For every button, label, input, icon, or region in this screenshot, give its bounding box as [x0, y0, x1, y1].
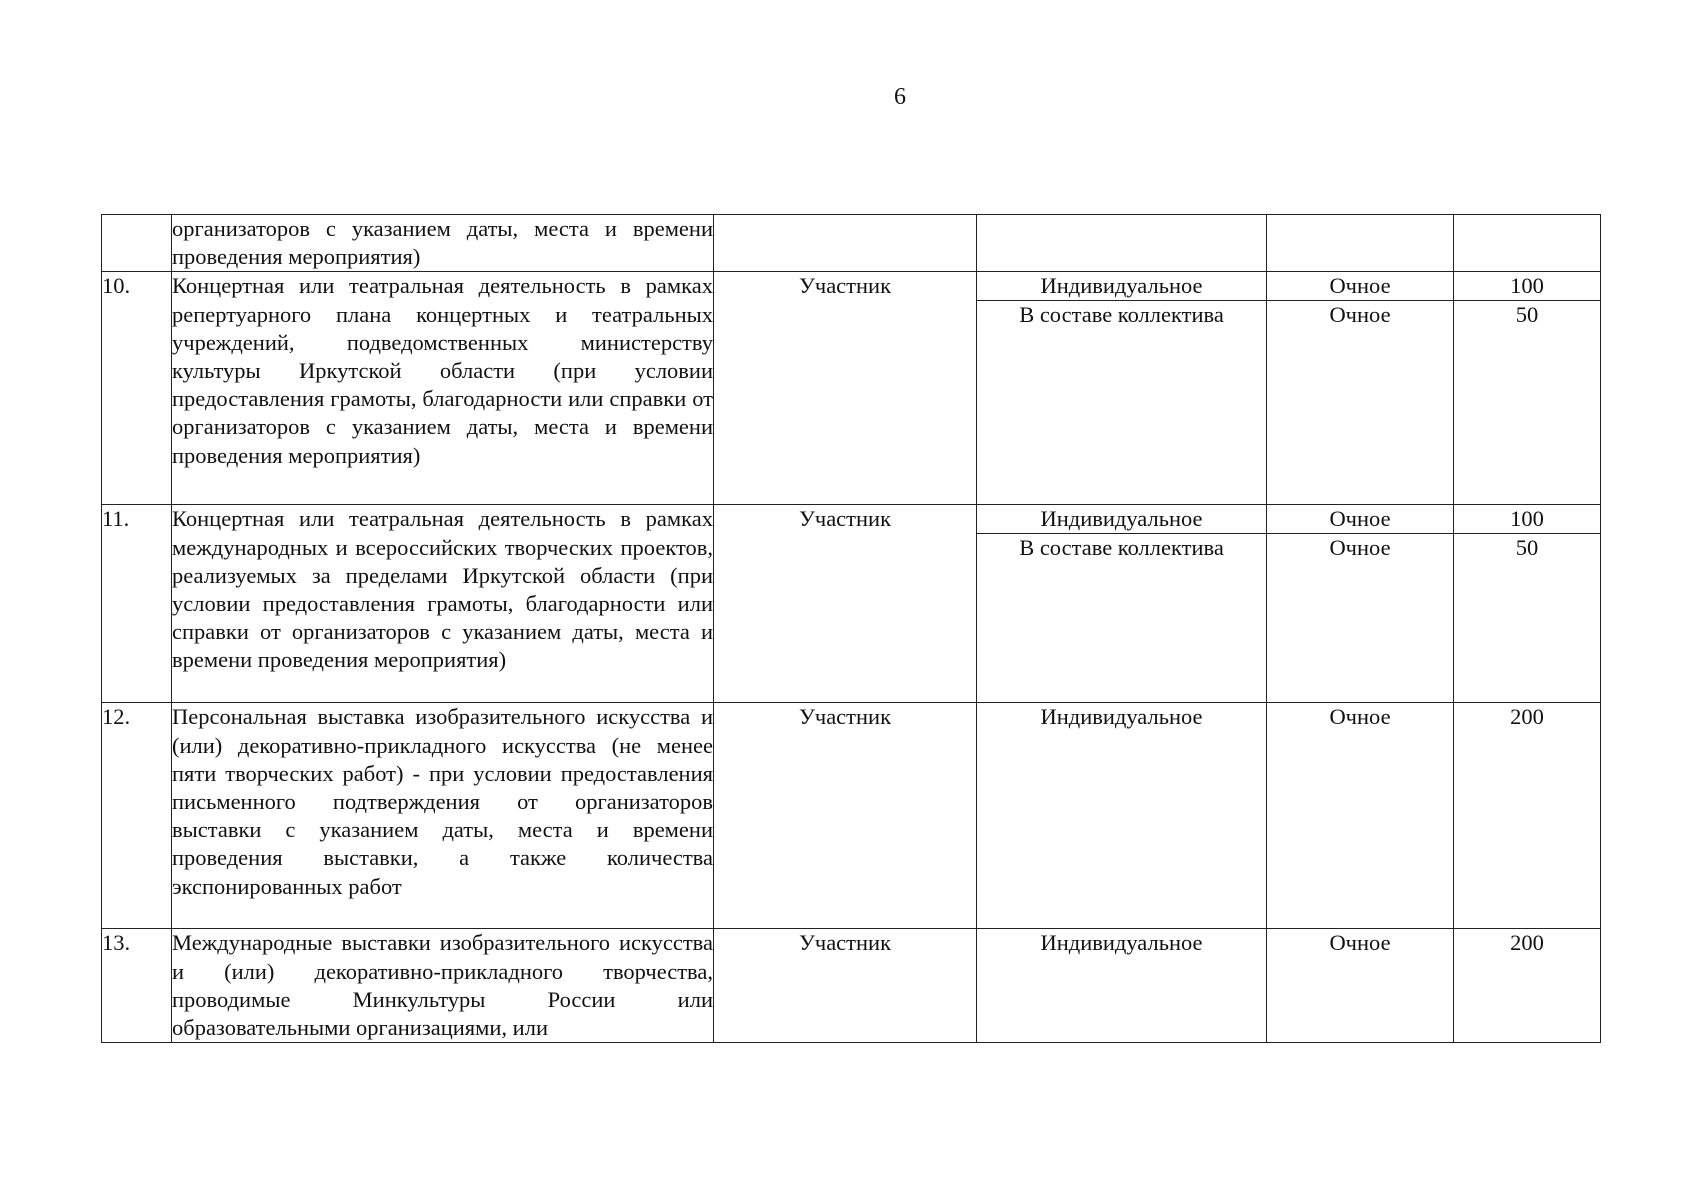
page-number: 6: [894, 84, 906, 110]
table-row: [102, 505, 1601, 703]
row-description: Персональная выставка изобразительного искусства и (или) декоративно-прикладного искусства (не менее пяти творческих работ) - при условии предоставления письменного подтверждения от организаторов выставки с указанием даты, места и времени проведения выставки, а также количества экспонированных работ: [172, 703, 714, 929]
row-status: Участник: [714, 929, 977, 1043]
participation-cell: [977, 505, 1267, 703]
row-number: 10.: [102, 272, 172, 505]
form-value: Очное: [1267, 929, 1454, 1043]
row-description: Концертная или театральная деятельность в рамках репертуарного плана концертных и театральных учреждений, подведомственных министерству культуры Иркутской области (при условии предоставления грамоты, благодарности или справки от организаторов с указанием даты, места и времени проведения мероприятия): [172, 272, 714, 505]
row-number-cell: [102, 215, 172, 272]
criteria-table: [101, 214, 1601, 1043]
points-value: 50: [1515, 302, 1539, 328]
row-status: Участник: [714, 272, 977, 505]
participation-cell: [977, 215, 1267, 272]
form-cell: [1267, 272, 1454, 505]
participation-value: В составе коллектива: [1019, 302, 1224, 328]
form-value: Очное: [1329, 535, 1391, 561]
table-row-continuation: [102, 215, 1601, 272]
form-value: Очное: [1329, 302, 1391, 328]
row-description: организаторов с указанием даты, места и времени проведения мероприятия): [172, 215, 714, 272]
status-cell: [714, 215, 977, 272]
participation-value: В составе коллектива: [1019, 535, 1224, 561]
points-value: 100: [1454, 505, 1600, 534]
points-value: 200: [1454, 703, 1601, 929]
row-status: Участник: [714, 505, 977, 703]
table-row: [102, 272, 1601, 505]
table-row: [102, 929, 1601, 1043]
row-description: Концертная или театральная деятельность в рамках международных и всероссийских творческих проектов, реализуемых за пределами Иркутской области (при условии предоставления грамоты, благодарности или справки от организаторов с указанием даты, места и времени проведения мероприятия): [172, 505, 714, 703]
points-value: 100: [1454, 272, 1600, 301]
row-number: 11.: [102, 505, 172, 703]
participation-cell: [977, 272, 1267, 505]
form-value: Очное: [1267, 272, 1453, 301]
points-value: 200: [1454, 929, 1601, 1043]
row-status: Участник: [714, 703, 977, 929]
points-cell: [1454, 215, 1601, 272]
form-value: Очное: [1267, 703, 1454, 929]
participation-value: Индивидуальное: [977, 272, 1266, 301]
form-cell: [1267, 215, 1454, 272]
table-row: [102, 703, 1601, 929]
points-cell: [1454, 505, 1601, 703]
points-value: 50: [1515, 535, 1539, 561]
participation-value: Индивидуальное: [977, 703, 1267, 929]
participation-value: Индивидуальное: [977, 505, 1266, 534]
form-value: Очное: [1267, 505, 1453, 534]
row-number: 12.: [102, 703, 172, 929]
points-cell: [1454, 272, 1601, 505]
row-number: 13.: [102, 929, 172, 1043]
row-description: Международные выставки изобразительного искусства и (или) декоративно-прикладного творчества, проводимые Минкультуры России или образовательными организациями, или: [172, 929, 714, 1043]
form-cell: [1267, 505, 1454, 703]
participation-value: Индивидуальное: [977, 929, 1267, 1043]
